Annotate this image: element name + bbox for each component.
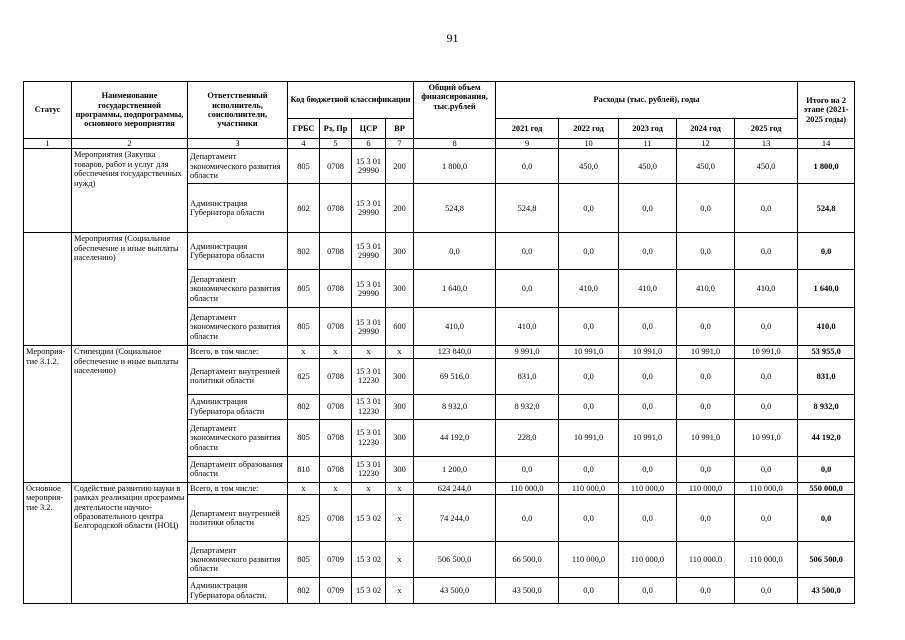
y2024-cell: 0,0 — [677, 233, 735, 270]
csr-cell: 15 3 02 — [352, 495, 386, 542]
sum-cell: 8 932,0 — [798, 394, 855, 419]
y2022-cell: 10 991,0 — [559, 346, 619, 358]
y2024-cell: 10 991,0 — [677, 419, 735, 456]
header-2024: 2024 год — [677, 119, 735, 139]
csr-cell: 15 3 01 12230 — [352, 358, 386, 394]
col-number: 2 — [72, 139, 188, 149]
executor-cell: Администрация Губернатора области — [188, 394, 288, 419]
y2023-cell: 110 000,0 — [619, 542, 677, 578]
y2024-cell: 0,0 — [677, 184, 735, 233]
vr-cell: 300 — [386, 358, 414, 394]
status-cell: Мероприя-тие 3.1.2. — [24, 346, 72, 482]
col-number: 1 — [24, 139, 72, 149]
executor-cell: Всего, в том числе: — [188, 482, 288, 494]
rzpr-cell: 0708 — [320, 233, 352, 270]
vr-cell: х — [386, 578, 414, 604]
rzpr-cell: 0708 — [320, 358, 352, 394]
y2024-cell: 0,0 — [677, 358, 735, 394]
y2025-cell: 10 991,0 — [735, 419, 798, 456]
rzpr-cell: х — [320, 482, 352, 494]
vr-cell: 600 — [386, 308, 414, 346]
grbs-cell: 805 — [288, 149, 320, 184]
y2021-cell: 8 932,0 — [496, 394, 559, 419]
sum-cell: 524,8 — [798, 184, 855, 233]
y2025-cell: 0,0 — [735, 358, 798, 394]
header-budget-code: Код бюджетной классификации — [288, 82, 414, 119]
y2022-cell: 110 000,0 — [559, 482, 619, 494]
total-cell: 69 516,0 — [414, 358, 496, 394]
grbs-cell: 802 — [288, 578, 320, 604]
y2021-cell: 831,0 — [496, 358, 559, 394]
y2024-cell: 0,0 — [677, 495, 735, 542]
rzpr-cell: 0708 — [320, 394, 352, 419]
y2022-cell: 0,0 — [559, 184, 619, 233]
header-grbs: ГРБС — [288, 119, 320, 139]
y2022-cell: 0,0 — [559, 308, 619, 346]
vr-cell: х — [386, 482, 414, 494]
y2023-cell: 0,0 — [619, 184, 677, 233]
rzpr-cell: 0708 — [320, 149, 352, 184]
y2025-cell: 0,0 — [735, 394, 798, 419]
y2022-cell: 450,0 — [559, 149, 619, 184]
sum-cell: 0,0 — [798, 233, 855, 270]
csr-cell: 15 3 01 12230 — [352, 394, 386, 419]
rzpr-cell: 0709 — [320, 578, 352, 604]
total-cell: 624 244,0 — [414, 482, 496, 494]
grbs-cell: 810 — [288, 456, 320, 482]
y2021-cell: 0,0 — [496, 495, 559, 542]
executor-cell: Департамент экономического развития области — [188, 308, 288, 346]
page-number: 91 — [446, 31, 459, 45]
rzpr-cell: 0709 — [320, 542, 352, 578]
y2024-cell: 450,0 — [677, 149, 735, 184]
col-number: 7 — [386, 139, 414, 149]
csr-cell: х — [352, 482, 386, 494]
y2021-cell: 524,8 — [496, 184, 559, 233]
y2023-cell: 0,0 — [619, 308, 677, 346]
y2022-cell: 0,0 — [559, 233, 619, 270]
executor-cell: Департамент экономического развития области — [188, 419, 288, 456]
header-csr: ЦСР — [352, 119, 386, 139]
vr-cell: 200 — [386, 149, 414, 184]
total-cell: 43 500,0 — [414, 578, 496, 604]
sum-cell: 0,0 — [798, 495, 855, 542]
sum-cell: 0,0 — [798, 456, 855, 482]
y2021-cell: 66 500,0 — [496, 542, 559, 578]
y2021-cell: 228,0 — [496, 419, 559, 456]
sum-cell: 550 000,0 — [798, 482, 855, 494]
y2025-cell: 0,0 — [735, 184, 798, 233]
executor-cell: Департамент образования области — [188, 456, 288, 482]
rzpr-cell: 0708 — [320, 184, 352, 233]
y2022-cell: 0,0 — [559, 578, 619, 604]
sum-cell: 1 640,0 — [798, 270, 855, 308]
sum-cell: 53 955,0 — [798, 346, 855, 358]
y2024-cell: 0,0 — [677, 578, 735, 604]
csr-cell: 15 3 01 29990 — [352, 233, 386, 270]
y2025-cell: 0,0 — [735, 578, 798, 604]
activity-name-cell: Стипендии (Социальное обеспечение и иные выплаты населению) — [72, 346, 188, 482]
y2025-cell: 110 000,0 — [735, 542, 798, 578]
y2022-cell: 410,0 — [559, 270, 619, 308]
y2021-cell: 410,0 — [496, 308, 559, 346]
csr-cell: 15 3 01 12230 — [352, 456, 386, 482]
y2025-cell: 0,0 — [735, 308, 798, 346]
y2022-cell: 0,0 — [559, 394, 619, 419]
col-number: 9 — [496, 139, 559, 149]
col-number: 3 — [188, 139, 288, 149]
vr-cell: 300 — [386, 270, 414, 308]
grbs-cell: 805 — [288, 419, 320, 456]
rzpr-cell: х — [320, 346, 352, 358]
y2024-cell: 0,0 — [677, 394, 735, 419]
sum-cell: 506 500,0 — [798, 542, 855, 578]
col-number: 5 — [320, 139, 352, 149]
vr-cell: 300 — [386, 456, 414, 482]
y2023-cell: 0,0 — [619, 358, 677, 394]
grbs-cell: 802 — [288, 184, 320, 233]
header-expenses: Расходы (тыс. рублей), годы — [496, 82, 798, 119]
vr-cell: 300 — [386, 419, 414, 456]
table-row — [24, 346, 855, 358]
csr-cell: 15 3 02 — [352, 542, 386, 578]
header-2021: 2021 год — [496, 119, 559, 139]
header-executor: Ответственный исполнитель, соисполнители, участники — [188, 82, 288, 139]
executor-cell: Департамент внутренней политики области — [188, 358, 288, 394]
y2023-cell: 110 000,0 — [619, 482, 677, 494]
vr-cell: 200 — [386, 184, 414, 233]
y2024-cell: 110 000,0 — [677, 542, 735, 578]
y2021-cell: 0,0 — [496, 456, 559, 482]
y2023-cell: 0,0 — [619, 456, 677, 482]
y2025-cell: 450,0 — [735, 149, 798, 184]
y2025-cell: 10 991,0 — [735, 346, 798, 358]
total-cell: 44 192,0 — [414, 419, 496, 456]
sum-cell: 43 500,0 — [798, 578, 855, 604]
status-cell — [24, 149, 72, 233]
executor-cell: Департамент экономического развития области — [188, 270, 288, 308]
executor-cell: Департамент экономического развития области — [188, 542, 288, 578]
csr-cell: 15 3 01 12230 — [352, 419, 386, 456]
total-cell: 123 840,0 — [414, 346, 496, 358]
total-cell: 1 800,0 — [414, 149, 496, 184]
y2023-cell: 0,0 — [619, 233, 677, 270]
header-2023: 2023 год — [619, 119, 677, 139]
sum-cell: 44 192,0 — [798, 419, 855, 456]
total-cell: 506 500,0 — [414, 542, 496, 578]
y2025-cell: 0,0 — [735, 495, 798, 542]
total-cell: 410,0 — [414, 308, 496, 346]
total-cell: 0,0 — [414, 233, 496, 270]
y2024-cell: 0,0 — [677, 456, 735, 482]
header-2022: 2022 год — [559, 119, 619, 139]
y2022-cell: 0,0 — [559, 358, 619, 394]
csr-cell: х — [352, 346, 386, 358]
col-number: 11 — [619, 139, 677, 149]
executor-cell: Администрация Губернатора области — [188, 233, 288, 270]
status-cell — [24, 233, 72, 346]
y2024-cell: 0,0 — [677, 308, 735, 346]
executor-cell: Всего, в том числе: — [188, 346, 288, 358]
csr-cell: 15 3 01 29990 — [352, 184, 386, 233]
y2021-cell: 0,0 — [496, 270, 559, 308]
y2023-cell: 450,0 — [619, 149, 677, 184]
sum-cell: 410,0 — [798, 308, 855, 346]
table-row — [24, 233, 855, 270]
table-row — [24, 149, 855, 184]
total-cell: 74 244,0 — [414, 495, 496, 542]
col-number: 6 — [352, 139, 386, 149]
y2023-cell: 0,0 — [619, 578, 677, 604]
y2022-cell: 110 000,0 — [559, 542, 619, 578]
activity-name-cell: Мероприятия (Закупка товаров, работ и услуг для обеспечения государственных нужд) — [72, 149, 188, 233]
y2023-cell: 10 991,0 — [619, 346, 677, 358]
header-rzpr: Рз, Пр — [320, 119, 352, 139]
rzpr-cell: 0708 — [320, 419, 352, 456]
y2021-cell: 43 500,0 — [496, 578, 559, 604]
grbs-cell: 825 — [288, 358, 320, 394]
col-number: 13 — [735, 139, 798, 149]
y2024-cell: 110 000,0 — [677, 482, 735, 494]
y2021-cell: 110 000,0 — [496, 482, 559, 494]
vr-cell: х — [386, 542, 414, 578]
y2025-cell: 410,0 — [735, 270, 798, 308]
total-cell: 1 640,0 — [414, 270, 496, 308]
sum-cell: 831,0 — [798, 358, 855, 394]
y2025-cell: 0,0 — [735, 233, 798, 270]
y2021-cell: 0,0 — [496, 149, 559, 184]
header-stage-total: Итого на 2 этапе (2021-2025 годы) — [798, 82, 855, 139]
activity-name-cell: Содействие развитию науки в рамках реализации программы деятельности научно-образовательного центра Белгородской области (НОЦ) — [72, 482, 188, 603]
header-name: Наименование государственной программы, подпрограммы, основного мероприятия — [72, 82, 188, 139]
grbs-cell: х — [288, 482, 320, 494]
csr-cell: 15 3 01 29990 — [352, 308, 386, 346]
sum-cell: 1 800,0 — [798, 149, 855, 184]
header-status: Статус — [24, 82, 72, 139]
col-number: 10 — [559, 139, 619, 149]
y2022-cell: 0,0 — [559, 495, 619, 542]
y2021-cell: 0,0 — [496, 233, 559, 270]
vr-cell: х — [386, 346, 414, 358]
budget-table — [23, 81, 855, 604]
y2023-cell: 0,0 — [619, 495, 677, 542]
grbs-cell: 802 — [288, 394, 320, 419]
y2024-cell: 410,0 — [677, 270, 735, 308]
grbs-cell: 805 — [288, 308, 320, 346]
grbs-cell: 805 — [288, 270, 320, 308]
status-cell: Основное мероприя-тие 3.2. — [24, 482, 72, 603]
executor-cell: Администрация Губернатора области — [188, 184, 288, 233]
y2022-cell: 10 991,0 — [559, 419, 619, 456]
grbs-cell: х — [288, 346, 320, 358]
col-number: 12 — [677, 139, 735, 149]
col-number: 4 — [288, 139, 320, 149]
y2023-cell: 0,0 — [619, 394, 677, 419]
grbs-cell: 802 — [288, 233, 320, 270]
table-body — [24, 149, 855, 604]
executor-cell: Департамент экономического развития области — [188, 149, 288, 184]
y2021-cell: 9 991,0 — [496, 346, 559, 358]
table-row — [24, 482, 855, 494]
rzpr-cell: 0708 — [320, 308, 352, 346]
executor-cell: Департамент внутренней политики области — [188, 495, 288, 542]
rzpr-cell: 0708 — [320, 495, 352, 542]
rzpr-cell: 0708 — [320, 456, 352, 482]
total-cell: 1 200,0 — [414, 456, 496, 482]
y2022-cell: 0,0 — [559, 456, 619, 482]
grbs-cell: 805 — [288, 542, 320, 578]
total-cell: 524,8 — [414, 184, 496, 233]
y2023-cell: 410,0 — [619, 270, 677, 308]
header-total-funding: Общий объем финансирования, тыс.рублей — [414, 82, 496, 139]
header-vr: ВР — [386, 119, 414, 139]
y2024-cell: 10 991,0 — [677, 346, 735, 358]
header-2025: 2025 год — [735, 119, 798, 139]
vr-cell: х — [386, 495, 414, 542]
col-number: 14 — [798, 139, 855, 149]
y2025-cell: 0,0 — [735, 456, 798, 482]
activity-name-cell: Мероприятия (Социальное обеспечение и иные выплаты населению) — [72, 233, 188, 346]
executor-cell: Администрация Губернатора области. — [188, 578, 288, 604]
col-number: 8 — [414, 139, 496, 149]
y2023-cell: 10 991,0 — [619, 419, 677, 456]
total-cell: 8 932,0 — [414, 394, 496, 419]
grbs-cell: 825 — [288, 495, 320, 542]
csr-cell: 15 3 01 29990 — [352, 270, 386, 308]
column-number-row — [24, 139, 855, 149]
vr-cell: 300 — [386, 233, 414, 270]
vr-cell: 300 — [386, 394, 414, 419]
csr-cell: 15 3 02 — [352, 578, 386, 604]
rzpr-cell: 0708 — [320, 270, 352, 308]
y2025-cell: 110 000,0 — [735, 482, 798, 494]
csr-cell: 15 3 01 29990 — [352, 149, 386, 184]
